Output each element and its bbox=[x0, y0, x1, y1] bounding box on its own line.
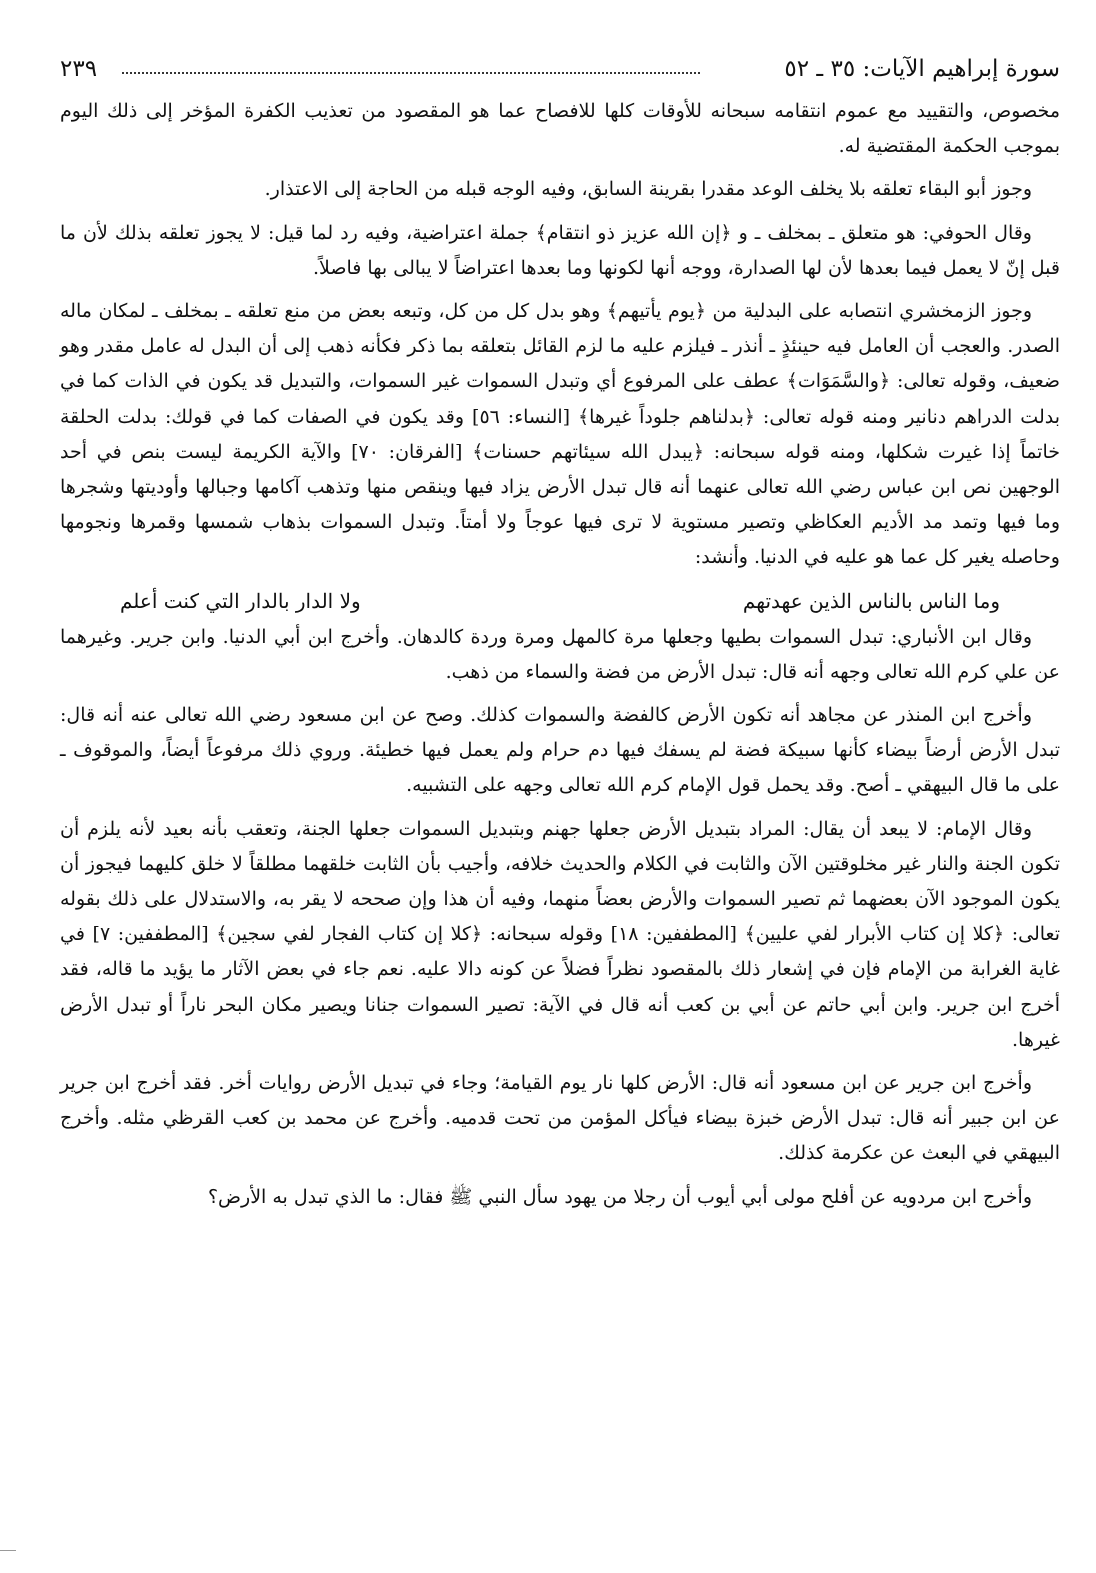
paragraph: وأخرج ابن جرير عن ابن مسعود أنه قال: الأرض كلها نار يوم القيامة؛ وجاء في تبديل الأرض روايات أخر. فقد أخرج ابن جرير عن ابن جبير أنه قال: تبدل الأرض خبزة بيضاء فيأكل المؤمن من تحت قدميه. وأخرج عن محمد بن كعب القرظي مثله. وأخرج البيهقي في البعث عن عكرمة كذلك. bbox=[60, 1072, 1060, 1165]
footer-mark bbox=[0, 1550, 16, 1551]
page bbox=[60, 48, 1060, 1223]
page-header bbox=[60, 48, 1060, 94]
paragraph: وجوز الزمخشري انتصابه على البدلية من ﴿يوم يأتيهم﴾ وهو بدل كل من كل، وتبعه بعض من منع تعلقه ـ بمخلف ـ لمكان ماله الصدر. والعجب أن العامل فيه حينئذٍ ـ أنذر ـ فيلزم عليه ما لزم القائل بتعلقه بما ذكر فكأنه ذهب إلى أن البدل له عامل مقدر وهو ضعيف، وقوله تعالى: ﴿والسَّمَوَات﴾ عطف على المرفوع أي وتبدل السموات غير السموات، والتبديل قد يكون في الذات كما في بدلت الدراهم دنانير ومنه قوله تعالى: ﴿بدلناهم جلوداً غيرها﴾ [النساء: ٥٦] وقد يكون في الصفات كما في قولك: بدلت الحلقة خاتماً إذا غيرت شكلها، ومنه قوله سبحانه: ﴿يبدل الله سيئاتهم حسنات﴾ [الفرقان: ٧٠] والآية الكريمة ليست بنص في أحد الوجهين نص ابن عباس رضي الله تعالى عنهما أنه قال تبدل الأرض يزاد فيها وينقص منها وتذهب آكامها وجبالها وأوديتها وشجرها وما فيها وتمد مد الأديم العكاظي وتصير مستوية لا ترى فيها عوجاً ولا أمتاً. وتبدل السموات بذهاب شمسها وقمرها ونجومها وحاصله يغير كل عما هو عليه في الدنيا. وأنشد: bbox=[60, 300, 1061, 569]
paragraph: مخصوص، والتقييد مع عموم انتقامه سبحانه للأوقات كلها للافصاح عما هو المقصود من تعذيب الكفرة المؤخر إلى ذلك اليوم بموجب الحكمة المقتضية له. bbox=[60, 100, 1060, 158]
running-title: سورة إبراهيم الآيات: ٣٥ ـ ٥٢ bbox=[784, 56, 1060, 82]
verse-first-hemistich: وما الناس بالناس الذين عهدتهم bbox=[742, 588, 1000, 613]
paragraph: وأخرج ابن مردويه عن أفلح مولى أبي أيوب أن رجلا من يهود سأل النبي ﷺ فقال: ما الذي تبدل به الأرض؟ bbox=[207, 1185, 1032, 1208]
verse-second-hemistich: ولا الدار بالدار التي كنت أعلم bbox=[120, 588, 361, 613]
leader-dots bbox=[122, 72, 700, 74]
paragraph: وقال الحوفي: هو متعلق ـ بمخلف ـ و ﴿إن الله عزيز ذو انتقام﴾ جملة اعتراضية، وفيه رد لما قيل: لا يجوز تعلقه بذلك لأن ما قبل إنّ لا يعمل فيما بعدها لأن لها الصدارة، ووجه أنها لكونها وما بعدها اعتراضاً لا يبالى بها فاصلاً. bbox=[60, 221, 1060, 279]
paragraph: وأخرج ابن المنذر عن مجاهد أنه تكون الأرض كالفضة والسموات كذلك. وصح عن ابن مسعود رضي الله تعالى عنه أنه قال: تبدل الأرض أرضاً بيضاء كأنها سبيكة فضة لم يسفك فيها دم حرام ولم يعمل فيها خطيئة. وروي ذلك مرفوعاً أيضاً، والموقوف ـ على ما قال البيهقي ـ أصح. وقد يحمل قول الإمام كرم الله تعالى وجهه على التشبيه. bbox=[60, 704, 1060, 797]
paragraph: وجوز أبو البقاء تعلقه بلا يخلف الوعد مقدرا بقرينة السابق، وفيه الوجه قبله من الحاجة إلى الاعتذار. bbox=[264, 178, 1032, 201]
page-number: ٢٣٩ bbox=[60, 56, 98, 82]
poetry-verse bbox=[120, 584, 1000, 618]
paragraph: وقال الإمام: لا يبعد أن يقال: المراد بتبديل الأرض جعلها جهنم وبتبديل السموات جعلها الجنة، وتعقب بأنه بعيد لأنه يلزم أن تكون الجنة والنار غير مخلوقتين الآن والثابت في الكلام والحديث خلافه، وأجيب بأن الثابت خلقهما مطلقاً لا خلق كليهما فيجوز أن يكون الموجود الآن بعضهما ثم تصير السموات والأرض بعضاً منهما، وفيه أن هذا وإن صححه لا يقر به، والاستدلال على ذلك بقوله تعالى: ﴿كلا إن كتاب الأبرار لفي عليين﴾ [المطففين: ١٨] وقوله سبحانه: ﴿كلا إن كتاب الفجار لفي سجين﴾ [المطففين: ٧] في غاية الغرابة من الإمام فإن في إشعار ذلك بالمقصود نظراً فضلاً عن كونه دالا عليه. نعم جاء في بعض الآثار ما يؤيد ما قاله، فقد أخرج ابن جرير. وابن أبي حاتم عن أبي بن كعب أنه قال في الآية: تصير السموات جنانا ويصير مكان البحر ناراً أو تبدل الأرض غيرها. bbox=[60, 817, 1060, 1051]
paragraph: وقال ابن الأنباري: تبدل السموات بطيها وجعلها مرة كالمهل ومرة وردة كالدهان. وأخرج ابن أبي الدنيا. وابن جرير. وغيرهما عن علي كرم الله تعالى وجهه أنه قال: تبدل الأرض من فضة والسماء من ذهب. bbox=[60, 625, 1060, 683]
